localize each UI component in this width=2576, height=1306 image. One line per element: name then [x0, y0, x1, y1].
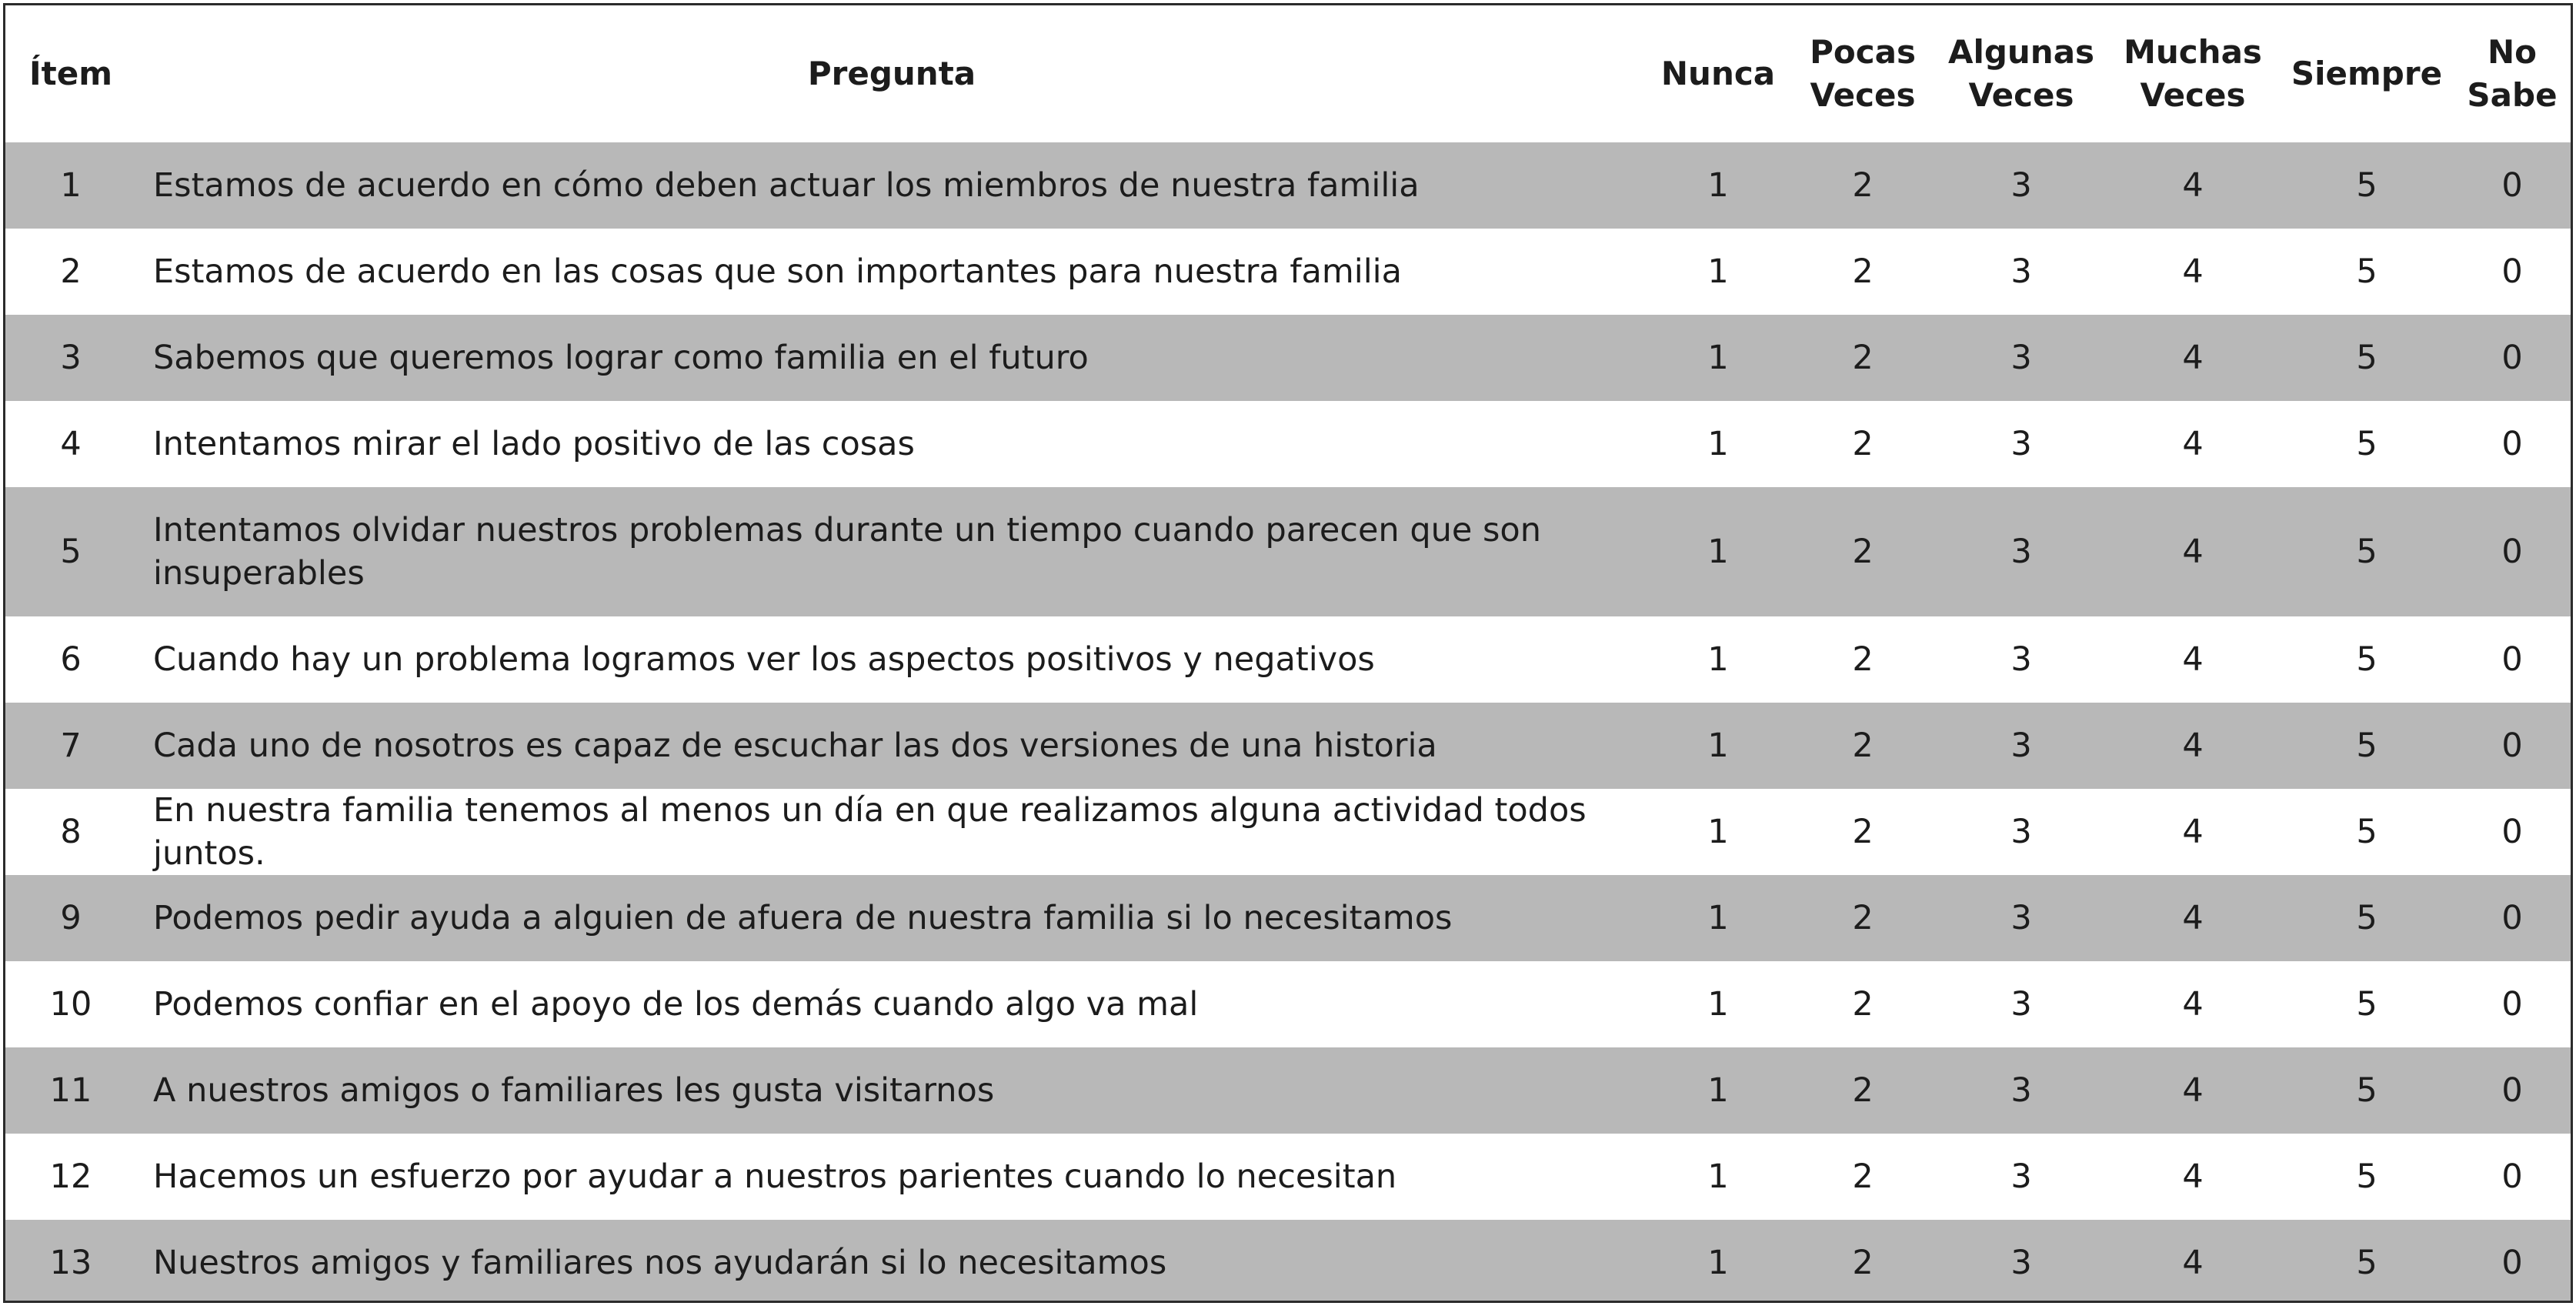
- header-row: [5, 5, 2571, 142]
- header-no-sabe: [2454, 5, 2571, 142]
- option-siempre: 5: [2280, 1047, 2454, 1134]
- option-muchas-veces: 4: [2106, 961, 2280, 1047]
- option-siempre: 5: [2280, 616, 2454, 703]
- item-number: 2: [5, 229, 136, 315]
- item-number: 1: [5, 142, 136, 229]
- option-nunca: 1: [1647, 401, 1789, 487]
- option-pocas-veces: 2: [1789, 616, 1937, 703]
- option-pocas-veces: 2: [1789, 229, 1937, 315]
- option-nunca: 1: [1647, 789, 1789, 875]
- option-no-sabe: 0: [2454, 789, 2571, 875]
- option-algunas-veces: 3: [1937, 1047, 2106, 1134]
- option-nunca: 1: [1647, 1220, 1789, 1303]
- question-text: Podemos pedir ayuda a alguien de afuera de nuestra familia si lo necesitamos: [136, 875, 1647, 961]
- option-pocas-veces: 2: [1789, 487, 1937, 616]
- option-algunas-veces: 3: [1937, 789, 2106, 875]
- option-muchas-veces: 4: [2106, 1047, 2280, 1134]
- header-no-sabe-label: No Sabe: [2467, 33, 2558, 114]
- table-row: [5, 1134, 2571, 1220]
- question-text: Estamos de acuerdo en las cosas que son importantes para nuestra familia: [136, 229, 1647, 315]
- table-row: [5, 1220, 2571, 1303]
- table-row: [5, 789, 2571, 875]
- option-nunca: 1: [1647, 875, 1789, 961]
- question-text: Nuestros amigos y familiares nos ayudarán si lo necesitamos: [136, 1220, 1647, 1303]
- option-siempre: 5: [2280, 789, 2454, 875]
- option-no-sabe: 0: [2454, 875, 2571, 961]
- option-no-sabe: 0: [2454, 703, 2571, 789]
- option-muchas-veces: 4: [2106, 315, 2280, 401]
- option-muchas-veces: 4: [2106, 1134, 2280, 1220]
- header-pocas-veces-label: Pocas Veces: [1810, 33, 1916, 114]
- item-number: 11: [5, 1047, 136, 1134]
- option-nunca: 1: [1647, 961, 1789, 1047]
- item-number: 12: [5, 1134, 136, 1220]
- option-no-sabe: 0: [2454, 142, 2571, 229]
- option-no-sabe: 0: [2454, 229, 2571, 315]
- question-text: Hacemos un esfuerzo por ayudar a nuestros parientes cuando lo necesitan: [136, 1134, 1647, 1220]
- header-item-label: Ítem: [29, 55, 112, 92]
- option-algunas-veces: 3: [1937, 142, 2106, 229]
- header-pocas-veces: [1789, 5, 1937, 142]
- question-text: Sabemos que queremos lograr como familia en el futuro: [136, 315, 1647, 401]
- option-no-sabe: 0: [2454, 961, 2571, 1047]
- option-algunas-veces: 3: [1937, 961, 2106, 1047]
- question-text: Podemos confiar en el apoyo de los demás cuando algo va mal: [136, 961, 1647, 1047]
- option-pocas-veces: 2: [1789, 875, 1937, 961]
- option-siempre: 5: [2280, 229, 2454, 315]
- option-nunca: 1: [1647, 616, 1789, 703]
- question-text: Intentamos olvidar nuestros problemas durante un tiempo cuando parecen que son insuperables: [136, 487, 1647, 616]
- option-nunca: 1: [1647, 315, 1789, 401]
- option-muchas-veces: 4: [2106, 487, 2280, 616]
- option-algunas-veces: 3: [1937, 487, 2106, 616]
- option-siempre: 5: [2280, 703, 2454, 789]
- item-number: 6: [5, 616, 136, 703]
- option-no-sabe: 0: [2454, 315, 2571, 401]
- option-nunca: 1: [1647, 142, 1789, 229]
- option-no-sabe: 0: [2454, 616, 2571, 703]
- header-algunas-veces: [1937, 5, 2106, 142]
- option-algunas-veces: 3: [1937, 616, 2106, 703]
- item-number: 10: [5, 961, 136, 1047]
- header-siempre-label: Siempre: [2291, 55, 2443, 92]
- option-pocas-veces: 2: [1789, 789, 1937, 875]
- option-siempre: 5: [2280, 1220, 2454, 1303]
- option-siempre: 5: [2280, 401, 2454, 487]
- option-no-sabe: 0: [2454, 401, 2571, 487]
- header-muchas-veces: [2106, 5, 2280, 142]
- option-muchas-veces: 4: [2106, 789, 2280, 875]
- survey-table-frame: [3, 3, 2573, 1303]
- survey-table: [5, 5, 2571, 1303]
- option-muchas-veces: 4: [2106, 703, 2280, 789]
- option-algunas-veces: 3: [1937, 703, 2106, 789]
- option-pocas-veces: 2: [1789, 1134, 1937, 1220]
- table-row: [5, 315, 2571, 401]
- option-algunas-veces: 3: [1937, 875, 2106, 961]
- item-number: 3: [5, 315, 136, 401]
- option-siempre: 5: [2280, 142, 2454, 229]
- option-nunca: 1: [1647, 703, 1789, 789]
- option-no-sabe: 0: [2454, 487, 2571, 616]
- question-text: En nuestra familia tenemos al menos un día en que realizamos alguna actividad todos juntos.: [136, 789, 1647, 875]
- option-nunca: 1: [1647, 1134, 1789, 1220]
- item-number: 8: [5, 789, 136, 875]
- option-muchas-veces: 4: [2106, 1220, 2280, 1303]
- option-pocas-veces: 2: [1789, 142, 1937, 229]
- header-nunca-label: Nunca: [1660, 55, 1776, 92]
- table-row: [5, 961, 2571, 1047]
- option-siempre: 5: [2280, 487, 2454, 616]
- header-algunas-veces-label: Algunas Veces: [1947, 33, 2095, 114]
- option-nunca: 1: [1647, 487, 1789, 616]
- option-siempre: 5: [2280, 1134, 2454, 1220]
- question-text: Cuando hay un problema logramos ver los aspectos positivos y negativos: [136, 616, 1647, 703]
- item-number: 4: [5, 401, 136, 487]
- option-nunca: 1: [1647, 229, 1789, 315]
- question-text: Cada uno de nosotros es capaz de escuchar las dos versiones de una historia: [136, 703, 1647, 789]
- header-item: [5, 5, 136, 142]
- option-nunca: 1: [1647, 1047, 1789, 1134]
- header-question: [136, 5, 1647, 142]
- option-pocas-veces: 2: [1789, 1047, 1937, 1134]
- option-algunas-veces: 3: [1937, 1134, 2106, 1220]
- option-muchas-veces: 4: [2106, 401, 2280, 487]
- item-number: 5: [5, 487, 136, 616]
- option-muchas-veces: 4: [2106, 875, 2280, 961]
- option-no-sabe: 0: [2454, 1134, 2571, 1220]
- option-muchas-veces: 4: [2106, 229, 2280, 315]
- option-muchas-veces: 4: [2106, 616, 2280, 703]
- header-nunca: [1647, 5, 1789, 142]
- option-algunas-veces: 3: [1937, 229, 2106, 315]
- question-text: Intentamos mirar el lado positivo de las cosas: [136, 401, 1647, 487]
- option-pocas-veces: 2: [1789, 703, 1937, 789]
- option-algunas-veces: 3: [1937, 315, 2106, 401]
- option-algunas-veces: 3: [1937, 1220, 2106, 1303]
- item-number: 7: [5, 703, 136, 789]
- option-pocas-veces: 2: [1789, 315, 1937, 401]
- option-siempre: 5: [2280, 875, 2454, 961]
- option-muchas-veces: 4: [2106, 142, 2280, 229]
- header-siempre: [2280, 5, 2454, 142]
- item-number: 9: [5, 875, 136, 961]
- option-pocas-veces: 2: [1789, 961, 1937, 1047]
- option-siempre: 5: [2280, 961, 2454, 1047]
- item-number: 13: [5, 1220, 136, 1303]
- table-row: [5, 142, 2571, 229]
- question-text: Estamos de acuerdo en cómo deben actuar los miembros de nuestra familia: [136, 142, 1647, 229]
- option-siempre: 5: [2280, 315, 2454, 401]
- table-row: [5, 487, 2571, 616]
- option-pocas-veces: 2: [1789, 401, 1937, 487]
- option-no-sabe: 0: [2454, 1047, 2571, 1134]
- header-question-label: Pregunta: [807, 55, 976, 92]
- option-algunas-veces: 3: [1937, 401, 2106, 487]
- question-text: A nuestros amigos o familiares les gusta visitarnos: [136, 1047, 1647, 1134]
- table-row: [5, 229, 2571, 315]
- table-row: [5, 616, 2571, 703]
- table-row: [5, 1047, 2571, 1134]
- option-no-sabe: 0: [2454, 1220, 2571, 1303]
- table-row: [5, 703, 2571, 789]
- header-muchas-veces-label: Muchas Veces: [2124, 33, 2262, 114]
- table-row: [5, 875, 2571, 961]
- table-row: [5, 401, 2571, 487]
- option-pocas-veces: 2: [1789, 1220, 1937, 1303]
